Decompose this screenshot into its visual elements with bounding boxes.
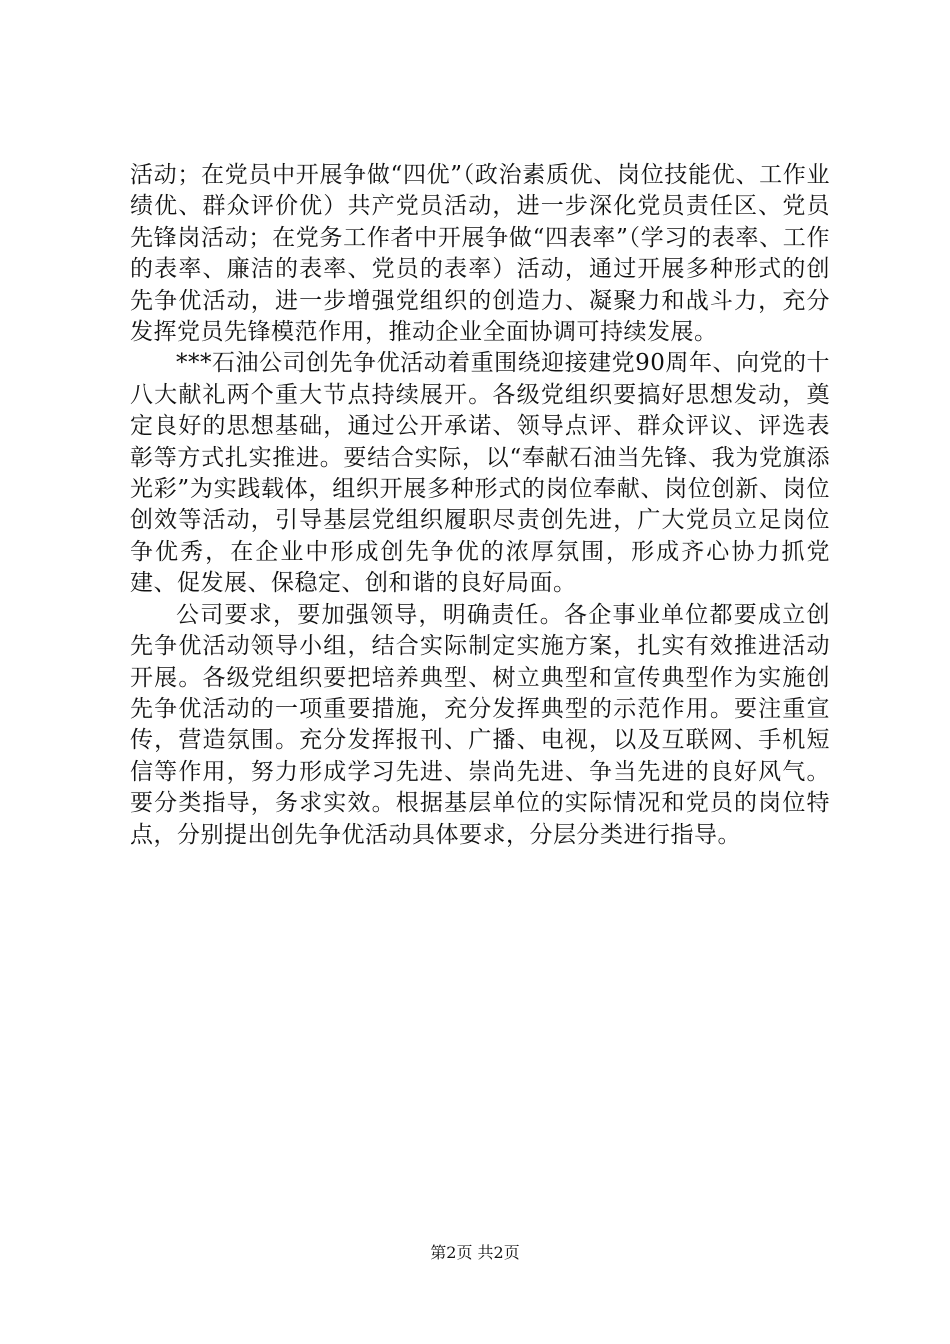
paragraph-2: ***石油公司创先争优活动着重围绕迎接建党90周年、向党的十八大献礼两个重大节点持续展开。各级党组织要搞好思想发动，奠定良好的思想基础，通过公开承诺、领导点评、群众评议、评选表彰等方式扎实推进。要结合实际，以“奉献石油当先锋、我为党旗添光彩”为实践载体，组织开展多种形式的岗位奉献、岗位创新、岗位创效等活动，引导基层党组织履职尽责创先进，广大党员立足岗位争优秀，在企业中形成创先争优的浓厚氛围，形成齐心协力抓党建、促发展、保稳定、创和谐的良好局面。 [130,350,830,597]
document-body [130,160,830,851]
paragraph-3: 公司要求，要加强领导，明确责任。各企事业单位都要成立创先争优活动领导小组，结合实际制定实施方案，扎实有效推进活动开展。各级党组织要把培养典型、树立典型和宣传典型作为实施创先争优活动的一项重要措施，充分发挥典型的示范作用。要注重宣传，营造氛围。充分发挥报刊、广播、电视，以及互联网、手机短信等作用，努力形成学习先进、崇尚先进、争当先进的良好风气。要分类指导，务求实效。根据基层单位的实际情况和党员的岗位特点，分别提出创先争优活动具体要求，分层分类进行指导。 [130,601,830,848]
paragraph-1: 活动；在党员中开展争做“四优”（政治素质优、岗位技能优、工作业绩优、群众评价优）共产党员活动，进一步深化党员责任区、党员先锋岗活动；在党务工作者中开展争做“四表率”（学习的表率、工作的表率、廉洁的表率、党员的表率）活动，通过开展多种形式的创先争优活动，进一步增强党组织的创造力、凝聚力和战斗力，充分发挥党员先锋模范作用，推动企业全面协调可持续发展。 [130,162,830,346]
page-footer: 第2页 共2页 [430,1243,520,1262]
